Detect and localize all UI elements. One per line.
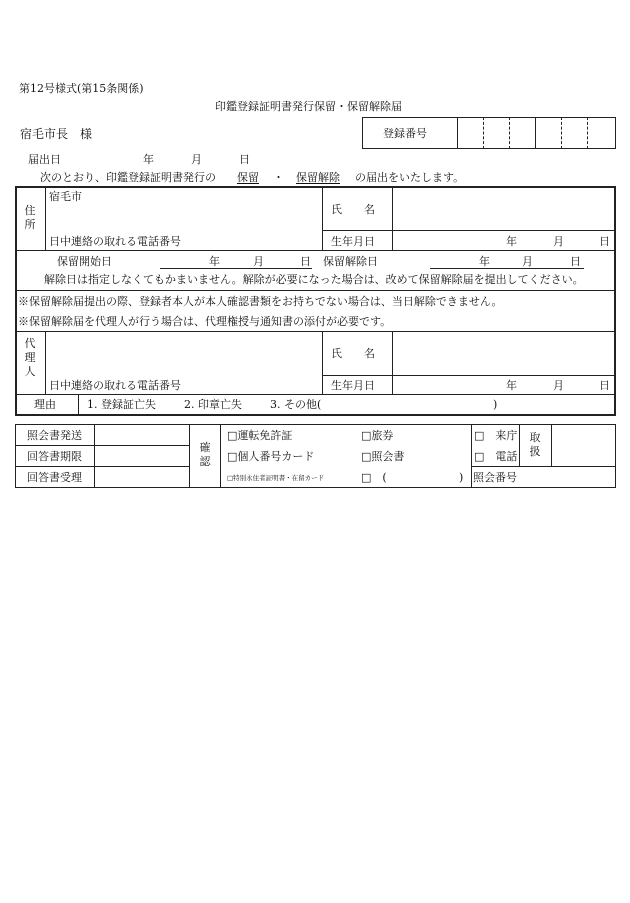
- hold-release-year: 年: [479, 255, 490, 268]
- hold-release-label: 保留解除日: [323, 255, 378, 268]
- reply-deadline-label: 回答書期限: [27, 450, 82, 463]
- id-inquiry-doc-checkbox[interactable]: □照会書: [361, 450, 405, 463]
- hold-note: 解除日は指定しなくてもかまいません。解除が必要になった場合は、改めて保留解除届を提出してください。: [44, 273, 584, 286]
- applicant-phone-label: 日中連絡の取れる電話番号: [49, 235, 181, 248]
- hold-start-year: 年: [209, 255, 220, 268]
- id-other-close-paren: ): [459, 471, 464, 484]
- inquiry-number-label: 照会番号: [473, 471, 517, 484]
- confirm-label: 確認: [199, 441, 211, 468]
- addressee: 宿毛市長 様: [20, 127, 93, 141]
- submission-year: 年: [143, 153, 154, 166]
- reason-label: 理由: [34, 398, 56, 411]
- hold-start-label: 保留開始日: [57, 255, 112, 268]
- applicant-name-label: 氏 名: [331, 203, 375, 216]
- hold-start-day: 日: [300, 255, 311, 268]
- submission-day: 日: [239, 153, 250, 166]
- agent-birthdate-label: 生年月日: [331, 379, 375, 392]
- submission-date-label: 届出日: [28, 153, 61, 166]
- intro-hold[interactable]: 保留: [237, 171, 259, 184]
- inquiry-sent-label: 照会書発送: [27, 429, 82, 442]
- address-label: 住所: [24, 204, 36, 231]
- hold-release-day: 日: [570, 255, 581, 268]
- registration-number-label: 登録番号: [383, 127, 427, 140]
- id-my-number-checkbox[interactable]: □個人番号カード: [227, 450, 315, 463]
- reason-option-2[interactable]: 2. 印章亡失: [184, 398, 242, 411]
- applicant-birth-month: 月: [553, 235, 564, 248]
- applicant-birth-year: 年: [506, 235, 517, 248]
- id-resident-card-checkbox[interactable]: □特別永住者証明書・在留カード: [227, 474, 325, 482]
- handling-label: 取扱: [529, 431, 541, 458]
- reason-close-paren: ): [493, 398, 498, 411]
- intro-prefix: 次のとおり、印鑑登録証明書発行の: [40, 171, 216, 184]
- reply-received-label: 回答書受理: [27, 471, 82, 484]
- form-title: 印鑑登録証明書発行保留・保留解除届: [215, 100, 402, 113]
- id-other-checkbox[interactable]: □ (: [361, 471, 387, 484]
- intro-dot: ・: [273, 171, 284, 184]
- intro-suffix: の届出をいたします。: [355, 171, 465, 184]
- agent-label: 代理人: [24, 337, 36, 378]
- hold-release-month: 月: [522, 255, 533, 268]
- reason-option-3[interactable]: 3. その他(: [270, 398, 322, 411]
- phone-checkbox[interactable]: □ 電話: [474, 450, 518, 463]
- agent-phone-label: 日中連絡の取れる電話番号: [49, 379, 181, 392]
- submission-month: 月: [191, 153, 202, 166]
- agent-birth-day: 日: [599, 379, 610, 392]
- note-line-1: ※保留解除届提出の際、登録者本人が本人確認書類をお持ちでない場合は、当日解除できません。: [18, 295, 503, 308]
- form-number: 第12号様式(第15条関係): [19, 82, 144, 95]
- intro-release[interactable]: 保留解除: [296, 171, 340, 184]
- visit-checkbox[interactable]: □ 来庁: [474, 429, 518, 442]
- agent-birth-month: 月: [553, 379, 564, 392]
- id-drivers-license-checkbox[interactable]: □運転免許証: [227, 429, 293, 442]
- hold-start-month: 月: [253, 255, 264, 268]
- agent-name-label: 氏 名: [331, 347, 375, 360]
- note-line-2: ※保留解除届を代理人が行う場合は、代理権授与通知書の添付が必要です。: [18, 315, 392, 328]
- id-passport-checkbox[interactable]: □旅券: [361, 429, 394, 442]
- applicant-birthdate-label: 生年月日: [331, 235, 375, 248]
- applicant-birth-day: 日: [599, 235, 610, 248]
- reason-option-1[interactable]: 1. 登録証亡失: [87, 398, 156, 411]
- address-value[interactable]: 宿毛市: [49, 190, 82, 203]
- agent-birth-year: 年: [506, 379, 517, 392]
